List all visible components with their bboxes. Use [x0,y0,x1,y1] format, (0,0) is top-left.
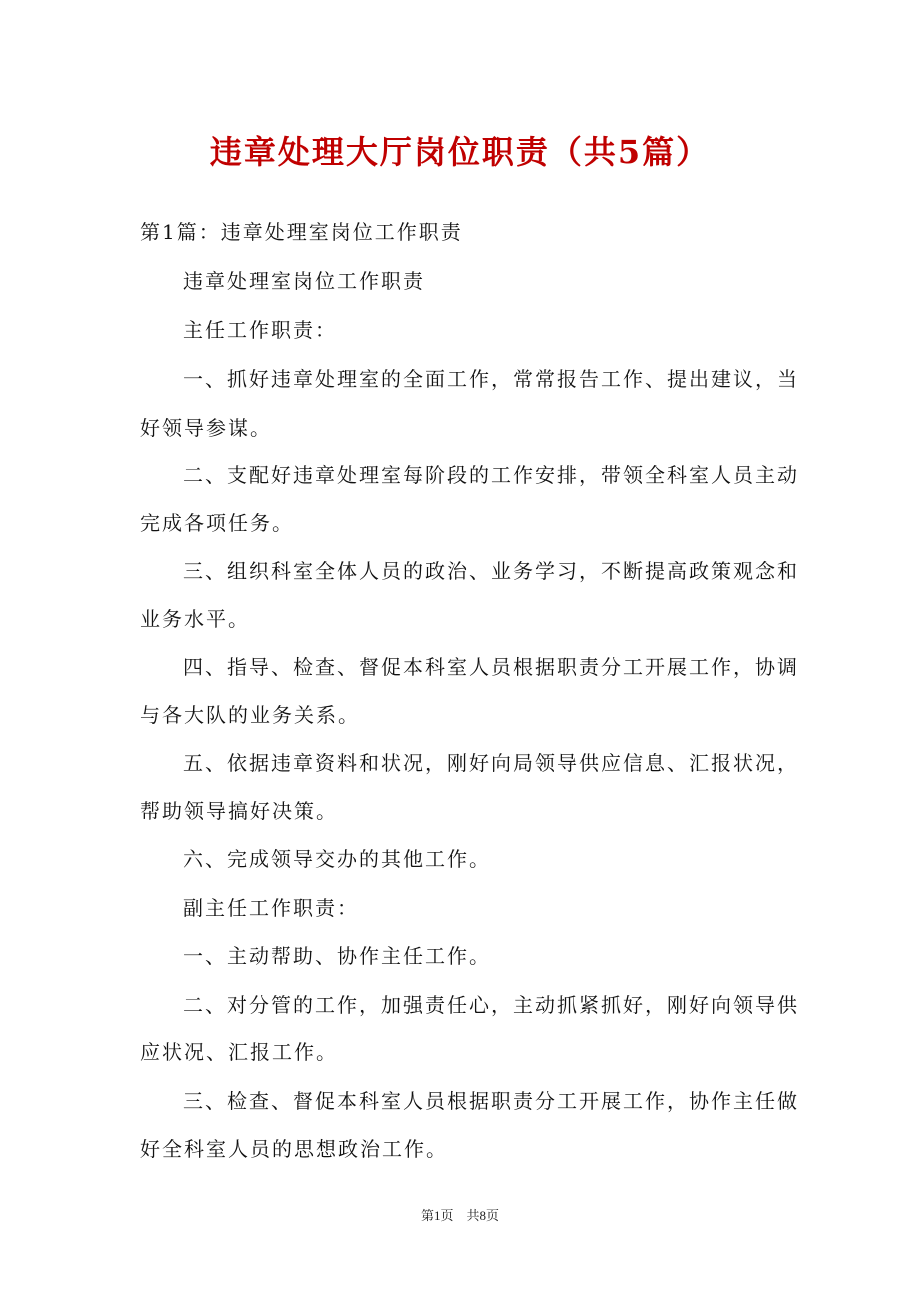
paragraph-line: 完成各项任务。 [140,511,294,535]
document-title: 违章处理大厅岗位职责（共5篇） [209,133,711,171]
role-heading: 副主任工作职责： [183,896,359,920]
paragraph-line: 二、支配好违章处理室每阶段的工作安排，带领全科室人员主动 [183,463,799,487]
paragraph-line: 帮助领导搞好决策。 [140,799,338,823]
paragraph-line: 一、抓好违章处理室的全面工作，常常报告工作、提出建议，当 [183,367,799,391]
role-heading: 主任工作职责： [183,318,337,342]
paragraph-line: 应状况、汇报工作。 [140,1040,338,1064]
paragraph-line: 业务水平。 [140,607,250,631]
section-heading: 第1篇：违章处理室岗位工作职责 [140,220,463,244]
paragraph-line: 与各大队的业务关系。 [140,703,360,727]
paragraph-line: 四、指导、检查、督促本科室人员根据职责分工开展工作，协调 [183,655,799,679]
paragraph-line: 三、检查、督促本科室人员根据职责分工开展工作，协作主任做 [183,1089,799,1113]
paragraph-line: 好领导参谋。 [140,416,272,440]
paragraph-line: 六、完成领导交办的其他工作。 [183,847,491,871]
paragraph-line: 三、组织科室全体人员的政治、业务学习，不断提高政策观念和 [183,559,799,583]
paragraph-line: 五、依据违章资料和状况，刚好向局领导供应信息、汇报状况， [183,751,799,775]
paragraph-line: 二、对分管的工作，加强责任心，主动抓紧抓好，刚好向领导供 [183,993,799,1017]
paragraph-line: 好全科室人员的思想政治工作。 [140,1137,448,1161]
sub-heading: 违章处理室岗位工作职责 [183,269,425,293]
paragraph-line: 一、主动帮助、协作主任工作。 [183,944,491,968]
page-footer: 第1页 共8页 [420,1208,499,1223]
